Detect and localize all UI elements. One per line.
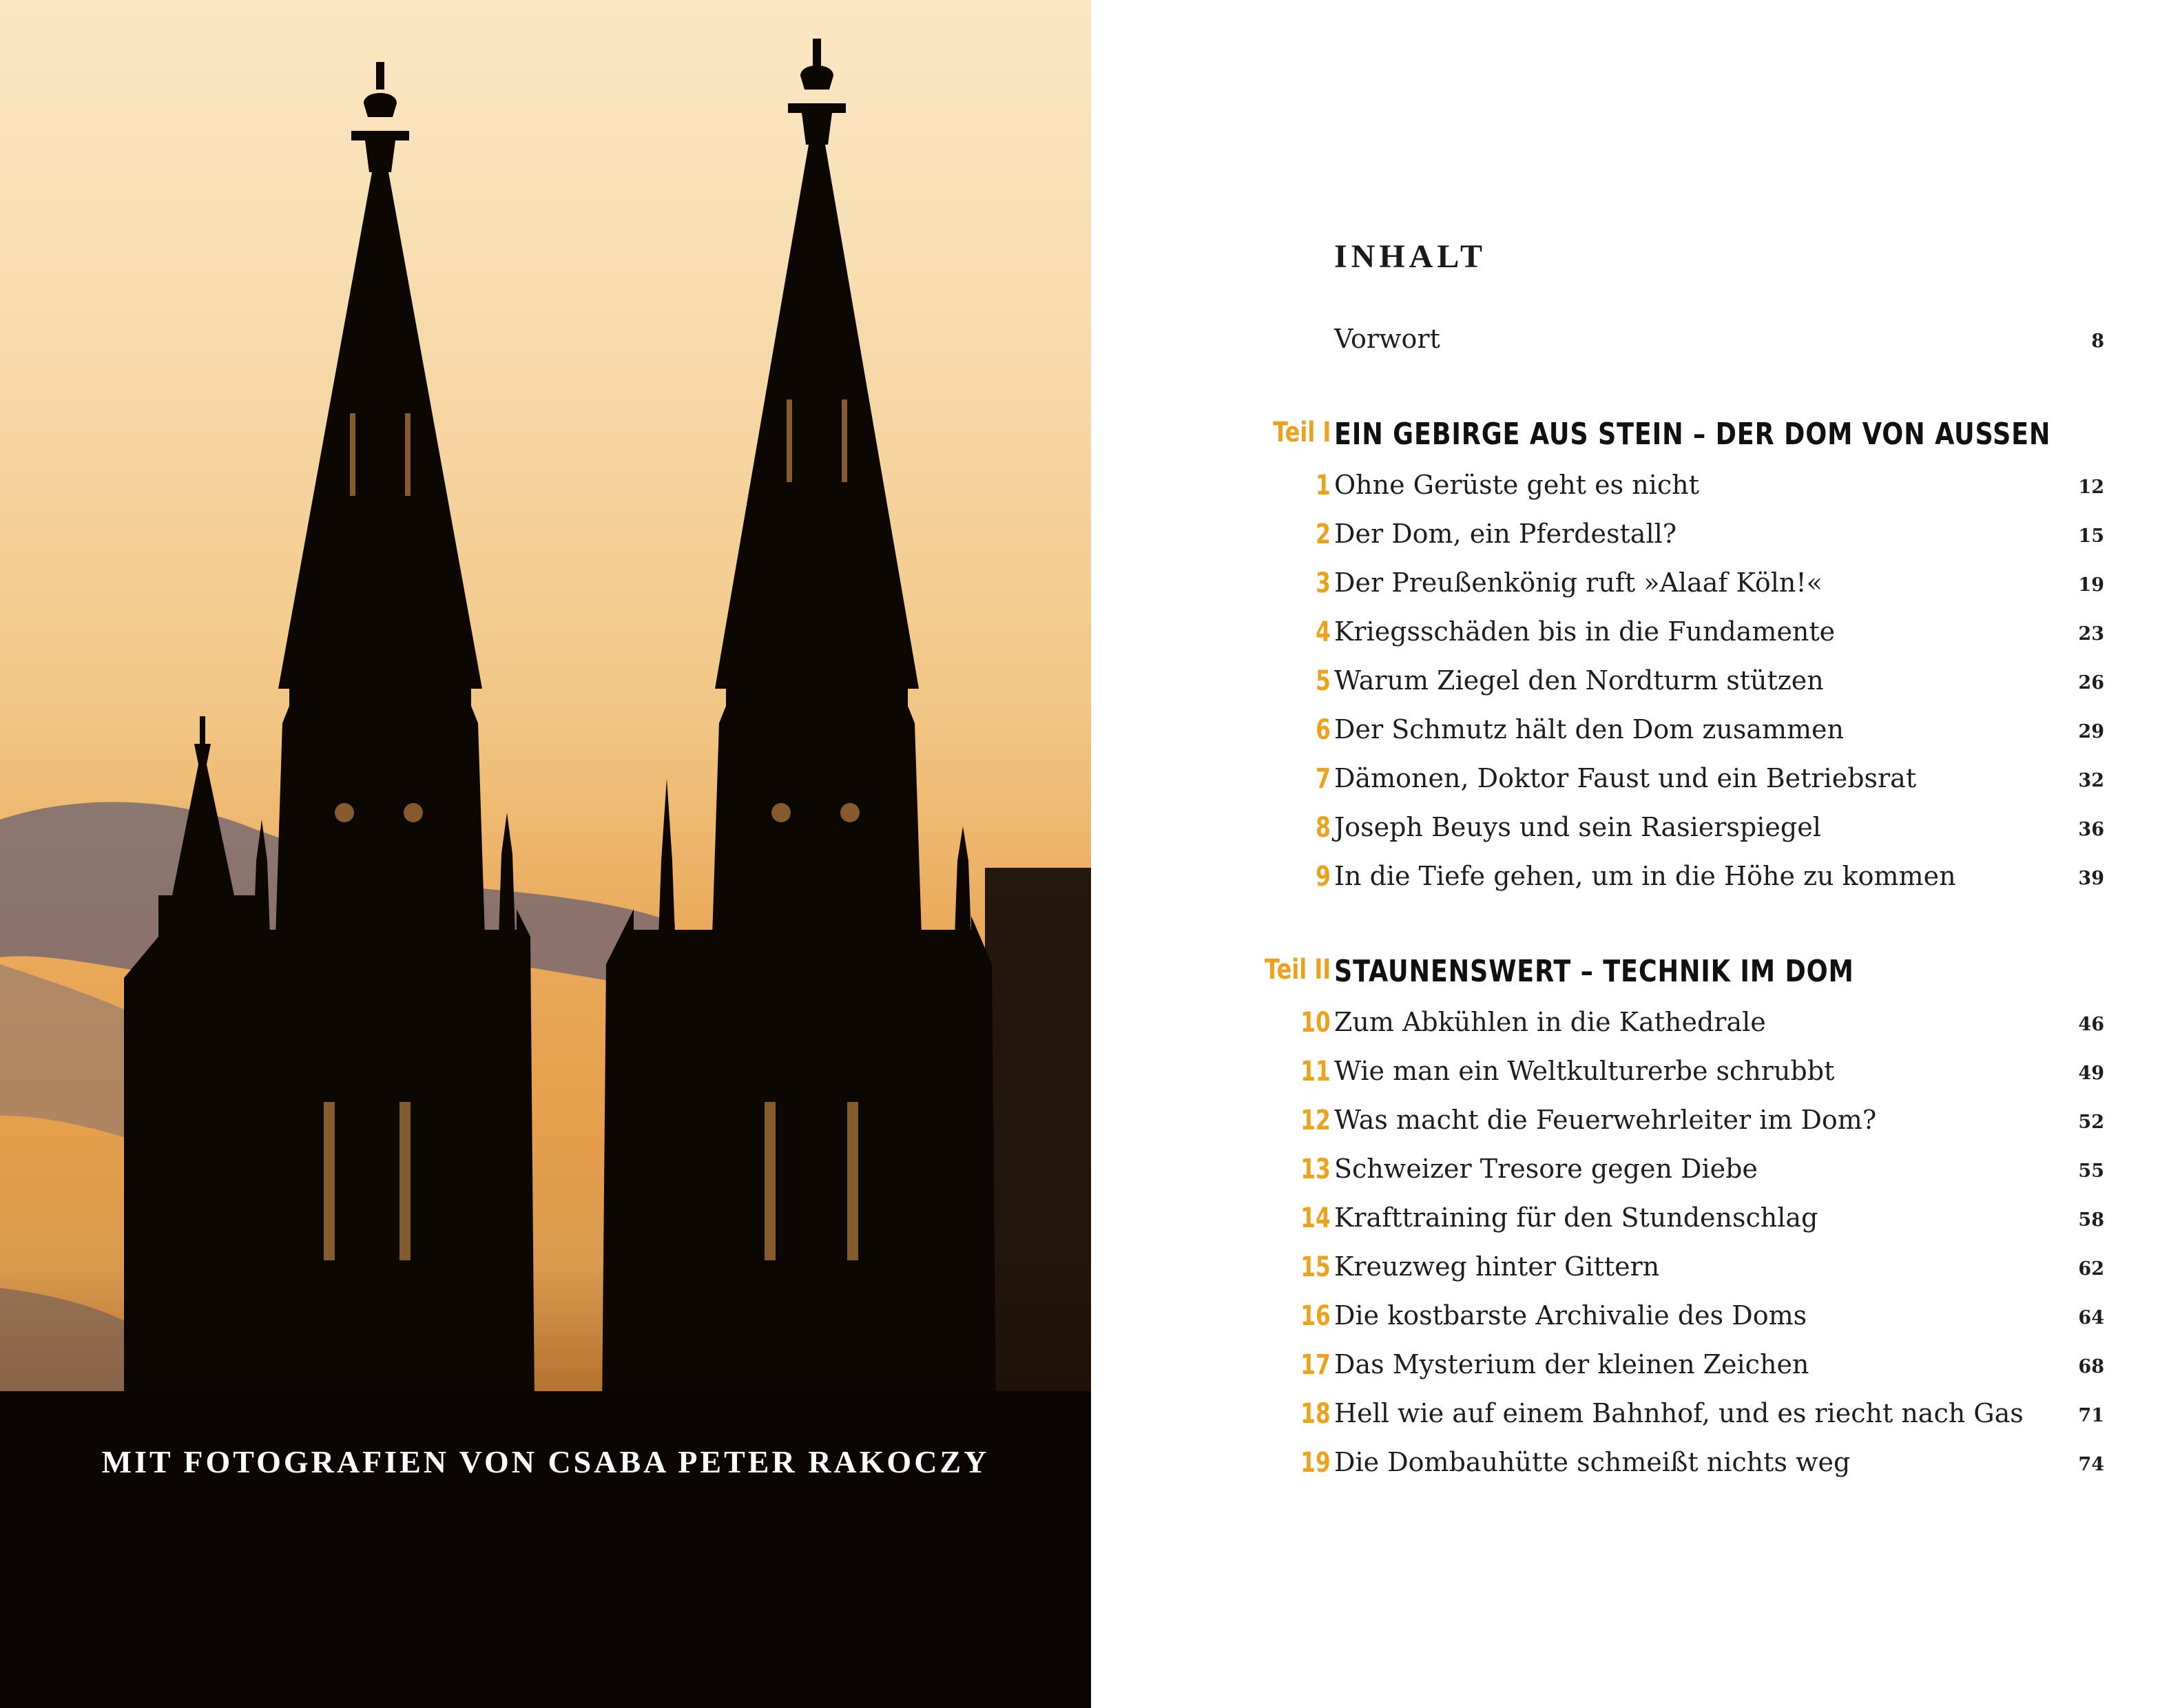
toc-chapter[interactable] bbox=[1091, 1154, 2180, 1195]
chapter-page: 58 bbox=[2078, 1209, 2104, 1231]
photo-credit: MIT FOTOGRAFIEN VON CSABA PETER RAKOCZY bbox=[101, 1444, 990, 1479]
chapter-number: 3 bbox=[1316, 567, 1331, 599]
toc-chapter[interactable] bbox=[1091, 1398, 2180, 1439]
toc-heading: INHALT bbox=[1334, 238, 1486, 275]
chapter-title: Wie man ein Weltkulturerbe schrubbt bbox=[1334, 1056, 1835, 1086]
chapter-number: 11 bbox=[1300, 1056, 1331, 1087]
toc-entry-preface[interactable] bbox=[1091, 324, 2180, 365]
chapter-number: 5 bbox=[1316, 665, 1331, 697]
chapter-page: 55 bbox=[2078, 1160, 2104, 1182]
toc-chapter[interactable] bbox=[1091, 567, 2180, 609]
chapter-number: 18 bbox=[1300, 1398, 1331, 1430]
chapter-title: Dämonen, Doktor Faust und ein Betriebsrat bbox=[1334, 763, 1917, 793]
chapter-page: 32 bbox=[2078, 770, 2104, 791]
chapter-page: 39 bbox=[2078, 868, 2104, 889]
chapter-title: Die Dombauhütte schmeißt nichts weg bbox=[1334, 1447, 1851, 1477]
toc-chapter[interactable] bbox=[1091, 616, 2180, 658]
toc-chapter[interactable] bbox=[1091, 1007, 2180, 1048]
chapter-number: 16 bbox=[1300, 1300, 1331, 1332]
chapter-title: Ohne Gerüste geht es nicht bbox=[1334, 470, 1699, 500]
chapter-number: 8 bbox=[1316, 812, 1331, 844]
part-label: Teil I bbox=[1272, 417, 1331, 448]
toc-chapter[interactable] bbox=[1091, 1251, 2180, 1293]
toc-chapter[interactable] bbox=[1091, 1105, 2180, 1146]
entry-title: Vorwort bbox=[1334, 324, 1440, 354]
chapter-page: 74 bbox=[2078, 1454, 2104, 1475]
chapter-number: 13 bbox=[1300, 1154, 1331, 1185]
toc-chapter[interactable] bbox=[1091, 1447, 2180, 1488]
chapter-page: 71 bbox=[2078, 1405, 2104, 1426]
chapter-title: In die Tiefe gehen, um in die Höhe zu kommen bbox=[1334, 861, 1956, 891]
chapter-number: 4 bbox=[1316, 616, 1331, 648]
chapter-page: 68 bbox=[2078, 1356, 2104, 1377]
chapter-title: Warum Ziegel den Nordturm stützen bbox=[1334, 665, 1824, 696]
chapter-title: Krafttraining für den Stundenschlag bbox=[1334, 1202, 1818, 1233]
part-title: STAUNENSWERT – TECHNIK IM DOM bbox=[1334, 954, 1854, 989]
chapter-number: 6 bbox=[1316, 714, 1331, 746]
chapter-number: 7 bbox=[1316, 763, 1331, 795]
toc-chapter[interactable] bbox=[1091, 763, 2180, 804]
part-title: EIN GEBIRGE AUS STEIN – DER DOM VON AUSSEN bbox=[1334, 417, 2051, 452]
toc-part-2[interactable] bbox=[1091, 954, 2180, 995]
chapter-title: Kreuzweg hinter Gittern bbox=[1334, 1251, 1660, 1282]
chapter-title: Kriegsschäden bis in die Fundamente bbox=[1334, 616, 1836, 647]
chapter-number: 15 bbox=[1300, 1251, 1331, 1283]
part-label: Teil II bbox=[1264, 954, 1331, 986]
entry-page: 8 bbox=[2091, 331, 2104, 352]
chapter-number: 14 bbox=[1300, 1202, 1331, 1234]
chapter-page: 26 bbox=[2078, 672, 2104, 694]
chapter-page: 52 bbox=[2078, 1112, 2104, 1133]
chapter-page: 19 bbox=[2078, 574, 2104, 596]
chapter-page: 64 bbox=[2078, 1307, 2104, 1329]
chapter-number: 19 bbox=[1300, 1447, 1331, 1479]
chapter-title: Die kostbarste Archivalie des Doms bbox=[1334, 1300, 1807, 1331]
toc-chapter[interactable] bbox=[1091, 665, 2180, 707]
chapter-page: 46 bbox=[2078, 1014, 2104, 1035]
toc-chapter[interactable] bbox=[1091, 519, 2180, 560]
toc-chapter[interactable] bbox=[1091, 861, 2180, 902]
chapter-number: 12 bbox=[1300, 1105, 1331, 1136]
chapter-title: Hell wie auf einem Bahnhof, und es riecht nach Gas bbox=[1334, 1398, 2024, 1428]
chapter-page: 15 bbox=[2078, 525, 2104, 547]
chapter-title: Das Mysterium der kleinen Zeichen bbox=[1334, 1349, 1809, 1379]
table-of-contents bbox=[1091, 0, 2180, 1708]
chapter-number: 9 bbox=[1316, 861, 1331, 893]
chapter-title: Der Preußenkönig ruft »Alaaf Köln!« bbox=[1334, 567, 1823, 598]
chapter-title: Zum Abkühlen in die Kathedrale bbox=[1334, 1007, 1766, 1037]
toc-chapter[interactable] bbox=[1091, 470, 2180, 511]
chapter-page: 49 bbox=[2078, 1063, 2104, 1084]
chapter-number: 17 bbox=[1300, 1349, 1331, 1381]
chapter-number: 1 bbox=[1316, 470, 1331, 501]
ground-shadow bbox=[0, 1391, 1091, 1708]
chapter-title: Joseph Beuys und sein Rasierspiegel bbox=[1334, 812, 1821, 842]
toc-chapter[interactable] bbox=[1091, 812, 2180, 853]
toc-chapter[interactable] bbox=[1091, 1202, 2180, 1244]
chapter-title: Was macht die Feuerwehrleiter im Dom? bbox=[1334, 1105, 1877, 1135]
toc-chapter[interactable] bbox=[1091, 1056, 2180, 1097]
chapter-title: Schweizer Tresore gegen Diebe bbox=[1334, 1154, 1758, 1184]
chapter-page: 29 bbox=[2078, 721, 2104, 742]
chapter-page: 12 bbox=[2078, 477, 2104, 498]
toc-chapter[interactable] bbox=[1091, 714, 2180, 756]
toc-chapter[interactable] bbox=[1091, 1349, 2180, 1391]
chapter-number: 10 bbox=[1300, 1007, 1331, 1039]
toc-part-1[interactable] bbox=[1091, 417, 2180, 458]
chapter-page: 62 bbox=[2078, 1258, 2104, 1280]
chapter-page: 36 bbox=[2078, 819, 2104, 840]
chapter-number: 2 bbox=[1316, 519, 1331, 550]
chapter-page: 23 bbox=[2078, 623, 2104, 645]
chapter-title: Der Schmutz hält den Dom zusammen bbox=[1334, 714, 1844, 744]
chapter-title: Der Dom, ein Pferdestall? bbox=[1334, 519, 1677, 549]
toc-chapter[interactable] bbox=[1091, 1300, 2180, 1342]
